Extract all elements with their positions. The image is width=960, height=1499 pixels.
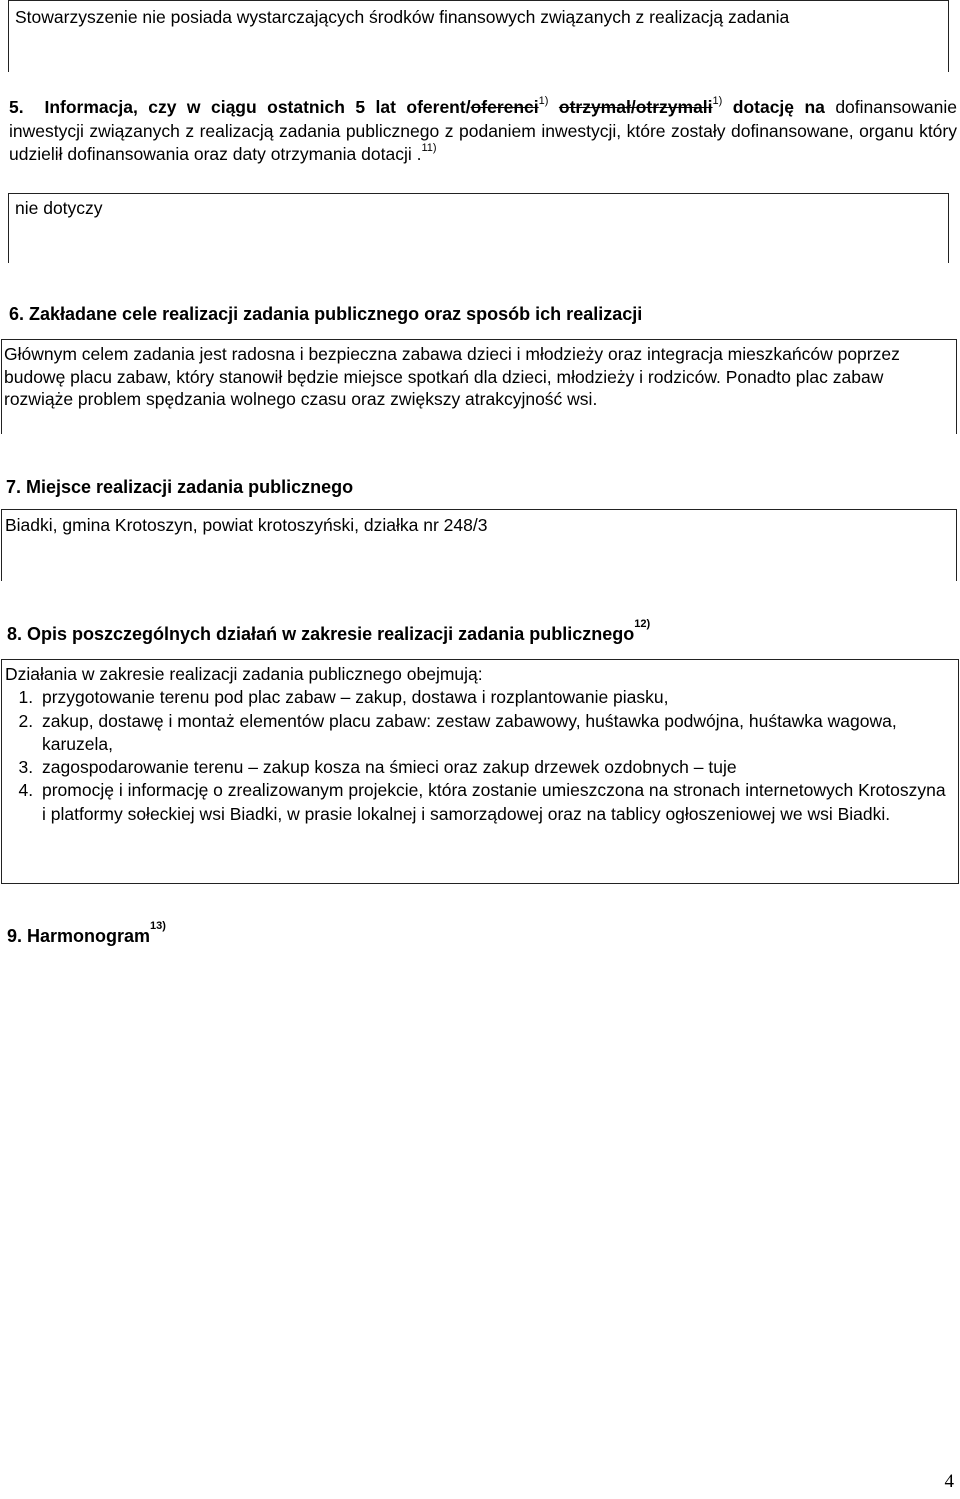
section5-answer-box xyxy=(8,193,949,263)
funding-info-box xyxy=(8,0,949,72)
section7-answer: Biadki, gmina Krotoszyn, powiat krotoszyński, działka nr 248/3 xyxy=(5,515,488,535)
section8-content xyxy=(5,663,950,826)
section8-activity-item: 4. promocję i informację o zrealizowanym projekcie, która zostanie umieszczona na stronach internetowych Krotoszyna i platformy sołeckiej wsi Biadki, w prasie lokalnej i samorządowej oraz na tablicy ogłoszeniowej we wsi Biadki. xyxy=(38,779,950,826)
section5-option-otrzymal: otrzymał/ xyxy=(558,97,636,117)
section8-activity-list xyxy=(5,686,950,826)
section8-activity-item: 3. zagospodarowanie terenu – zakup kosza na śmieci oraz zakup drzewek ozdobnych – tuje xyxy=(38,756,950,779)
section5-footnote: 11) xyxy=(421,142,437,154)
section9-heading: 9. Harmonogram xyxy=(7,926,151,946)
section8-heading-wrap xyxy=(7,618,651,645)
section5-footnote-b: 1) xyxy=(712,95,723,107)
section8-intro: Działania w zakresie realizacji zadania publicznego obejmują: xyxy=(5,664,483,684)
section8-heading: 8. Opis poszczególnych działań w zakresie realizacji zadania publicznego xyxy=(7,624,635,644)
section8-activity-item: 1. przygotowanie terenu pod plac zabaw – zakup, dostawa i rozplantowanie piasku, xyxy=(38,686,950,709)
section9-heading-wrap xyxy=(7,920,166,947)
funding-info-text: Stowarzyszenie nie posiada wystarczających środków finansowych związanych z realizacją zadania xyxy=(15,7,790,27)
section5-answer: nie dotyczy xyxy=(15,198,103,218)
section5-number: 5. xyxy=(9,97,24,117)
section7-heading: 7. Miejsce realizacji zadania publicznego xyxy=(6,477,354,497)
section5-footnote-a: 1) xyxy=(538,95,549,107)
section8-footnote: 12) xyxy=(634,618,651,630)
section6-heading: 6. Zakładane cele realizacji zadania publicznego oraz sposób ich realizacji xyxy=(9,304,643,324)
section5-option-oferenci: oferenci xyxy=(470,97,539,117)
section5-text: dofinansowanie inwestycji związanych z realizacją zadania publicznego z podaniem inwestycji, które zostały dofinansowane, organu który udzielił dofinansowania oraz daty otrzymania dotacji . xyxy=(9,97,957,164)
section5-bold-tail: dotację na xyxy=(732,97,825,117)
section9-footnote: 13) xyxy=(150,920,166,932)
section8-activity-item: 2. zakup, dostawę i montaż elementów placu zabaw: zestaw zabawowy, huśtawka podwójna, huśtawka wagowa, karuzela, xyxy=(38,710,950,757)
section5-option-otrzymali: otrzymali xyxy=(635,97,713,117)
section7-answer-box xyxy=(1,509,957,581)
section5-option-oferent: oferent/ xyxy=(406,97,471,117)
section8-answer-box xyxy=(1,659,959,884)
section6-answer-box xyxy=(1,339,957,434)
section5-intro: Informacja, czy w ciągu ostatnich 5 lat xyxy=(44,97,396,117)
page-number: 4 xyxy=(944,1471,954,1492)
section5-question xyxy=(9,96,957,167)
section6-answer: Głównym celem zadania jest radosna i bezpieczna zabawa dzieci i młodzieży oraz integracja mieszkańców poprzez budowę placu zabaw, który stanowił będzie miejsce spotkań dla dzieci, młodzieży i rodziców. Ponadto plac zabaw rozwiąże problem spędzania wolnego czasu oraz zwiększy atrakcyjność wsi. xyxy=(4,344,900,409)
